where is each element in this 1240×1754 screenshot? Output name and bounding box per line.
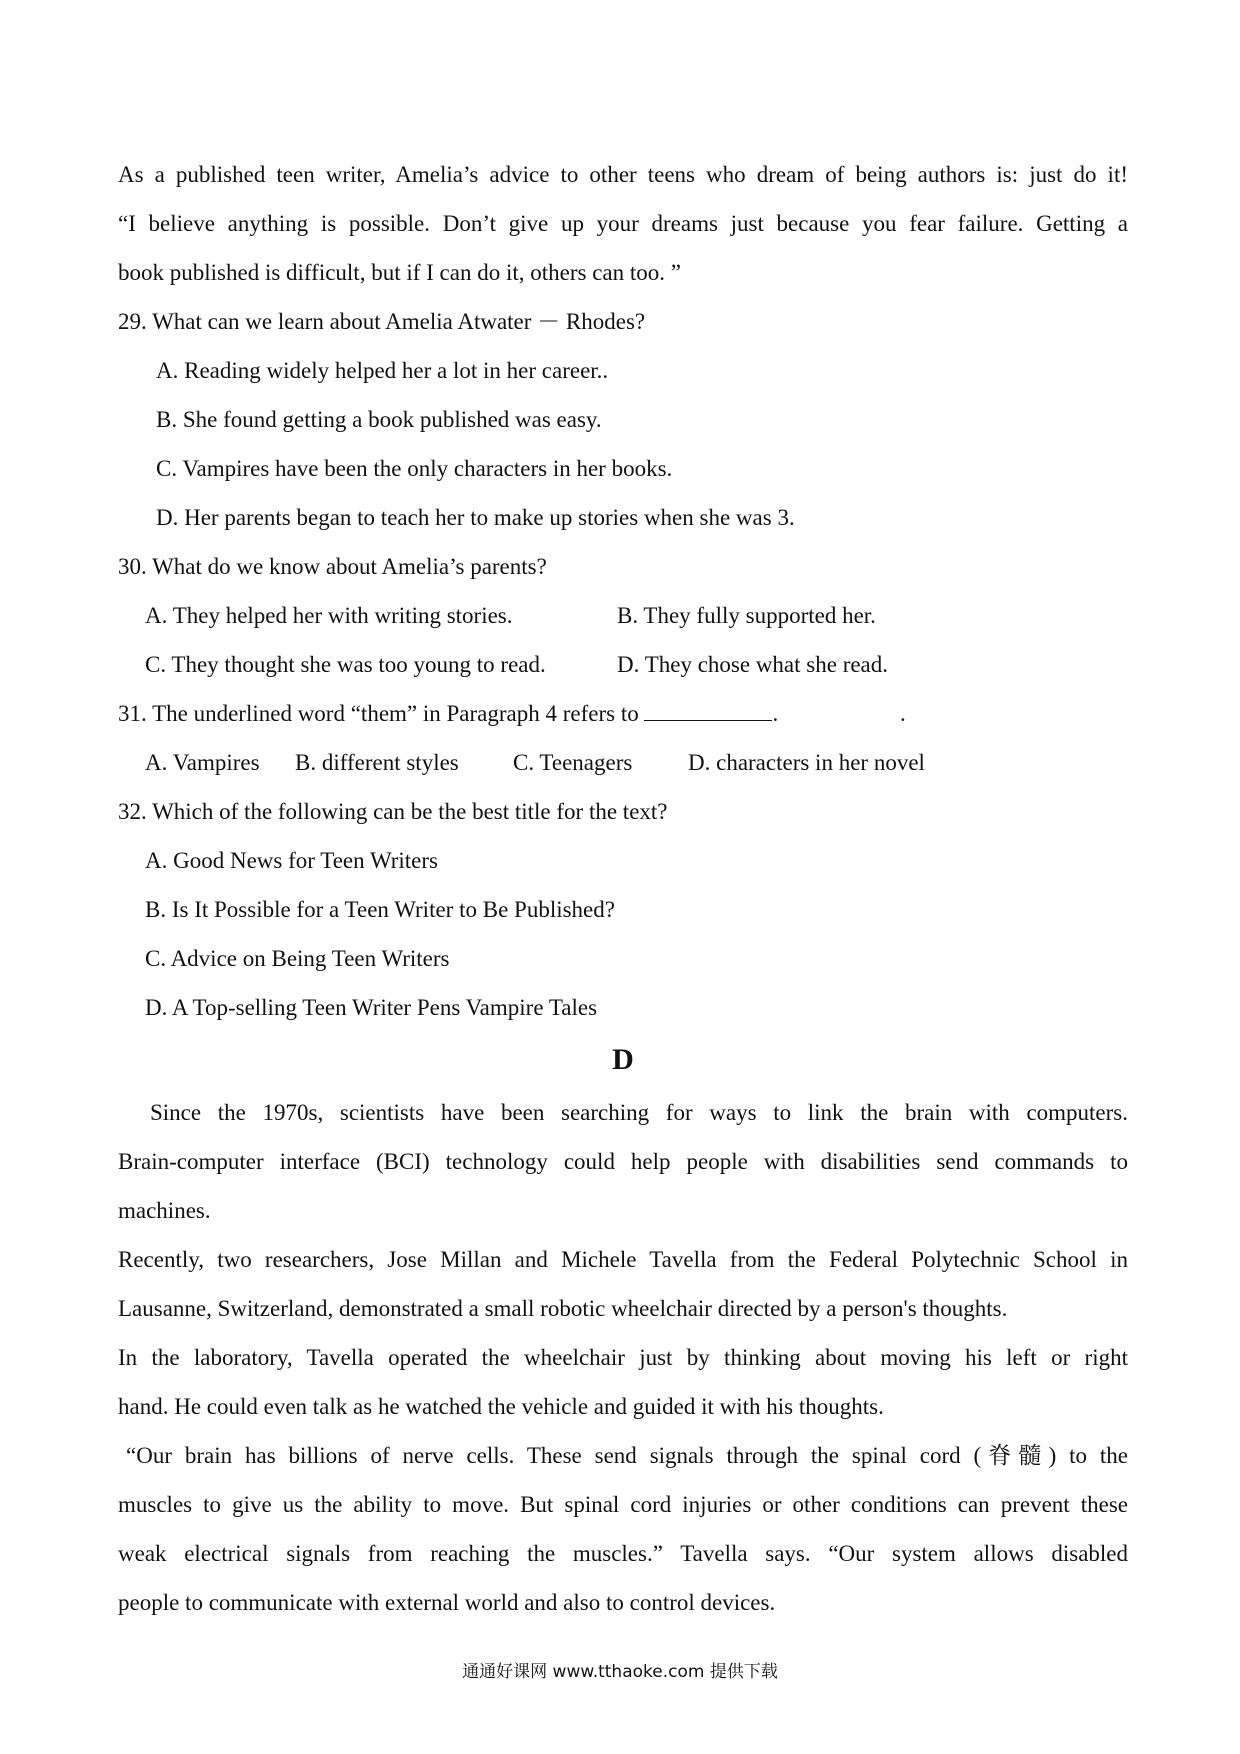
question-29 [118, 297, 1128, 542]
text-line: Lausanne, Switzerland, demonstrated a small robotic wheelchair directed by a person's thoughts. [118, 1296, 1008, 1321]
option-row [118, 640, 1128, 689]
text-line: weak electrical signals from reaching the muscles.” Tavella says. “Our system allows disabled [118, 1541, 1128, 1566]
text-line: book published is difficult, but if I can do it, others can too. ” [118, 260, 681, 285]
question-stem: 29. What can we learn about Amelia Atwater － Rhodes? [118, 309, 646, 334]
option-d: D. They chose what she read. [617, 652, 889, 677]
stem-period: . [772, 701, 779, 726]
text-line: “Our brain has billions of nerve cells. These send signals through the spinal cord (脊髓) to the [126, 1443, 1128, 1468]
question-31 [118, 689, 1128, 787]
option-c: C. They thought she was too young to read. [145, 652, 546, 677]
text-line: muscles to give us the ability to move. But spinal cord injuries or other conditions can prevent these [118, 1492, 1128, 1517]
stem-text: 31. The underlined word “them” in Paragraph 4 refers to [118, 701, 639, 726]
text-line: Since the 1970s, scientists have been searching for ways to link the brain with computers. [150, 1100, 1128, 1125]
option-row [118, 738, 1128, 787]
paragraph [118, 1333, 1128, 1431]
question-32 [118, 787, 1128, 1032]
option-b: B. She found getting a book published was easy. [156, 407, 602, 432]
passage-d [118, 1088, 1128, 1627]
option-d: D. Her parents began to teach her to make up stories when she was 3. [156, 505, 795, 530]
question-stem: 32. Which of the following can be the best title for the text? [118, 799, 668, 824]
text-line: “I believe anything is possible. Don’t give up your dreams just because you fear failure. Getting a [118, 211, 1128, 236]
text-line: hand. He could even talk as he watched the vehicle and guided it with his thoughts. [118, 1394, 884, 1419]
option-c: C. Vampires have been the only characters in her books. [156, 456, 673, 481]
option-b: B. They fully supported her. [617, 603, 876, 628]
option-a: A. Vampires [145, 750, 260, 775]
answer-blank [644, 702, 772, 721]
intro-paragraph [118, 150, 1128, 297]
option-c: C. Advice on Being Teen Writers [145, 946, 450, 971]
text-line: In the laboratory, Tavella operated the wheelchair just by thinking about moving his left or right [118, 1345, 1128, 1370]
paragraph [118, 1431, 1128, 1627]
option-b: B. different styles [295, 750, 459, 775]
page-footer: 通通好课网 www.tthaoke.com 提供下载 [462, 1662, 778, 1682]
paragraph [118, 1088, 1128, 1235]
text-line: people to communicate with external world and also to control devices. [118, 1590, 776, 1615]
option-d: D. A Top-selling Teen Writer Pens Vampire Tales [145, 995, 598, 1020]
option-a: A. Good News for Teen Writers [145, 848, 438, 873]
option-d: D. characters in her novel [688, 750, 925, 775]
option-a: A. They helped her with writing stories. [145, 603, 513, 628]
section-heading: D [612, 1043, 634, 1076]
option-row [118, 591, 1128, 640]
paragraph [118, 1235, 1128, 1333]
option-c: C. Teenagers [513, 750, 633, 775]
text-line: Recently, two researchers, Jose Millan and Michele Tavella from the Federal Polytechnic School in [118, 1247, 1128, 1272]
question-stem [118, 689, 1128, 738]
text-line: machines. [118, 1198, 211, 1223]
question-30 [118, 542, 1128, 689]
question-stem: 30. What do we know about Amelia’s parents? [118, 554, 547, 579]
exam-page [118, 150, 1128, 1627]
option-b: B. Is It Possible for a Teen Writer to Be Published? [145, 897, 615, 922]
text-line: Brain-computer interface (BCI) technology could help people with disabilities send commands to [118, 1149, 1128, 1174]
option-a: A. Reading widely helped her a lot in her career.. [156, 358, 609, 383]
trailing-mark: . [899, 701, 906, 726]
text-line: As a published teen writer, Amelia’s advice to other teens who dream of being authors is: just do it! [118, 162, 1128, 187]
